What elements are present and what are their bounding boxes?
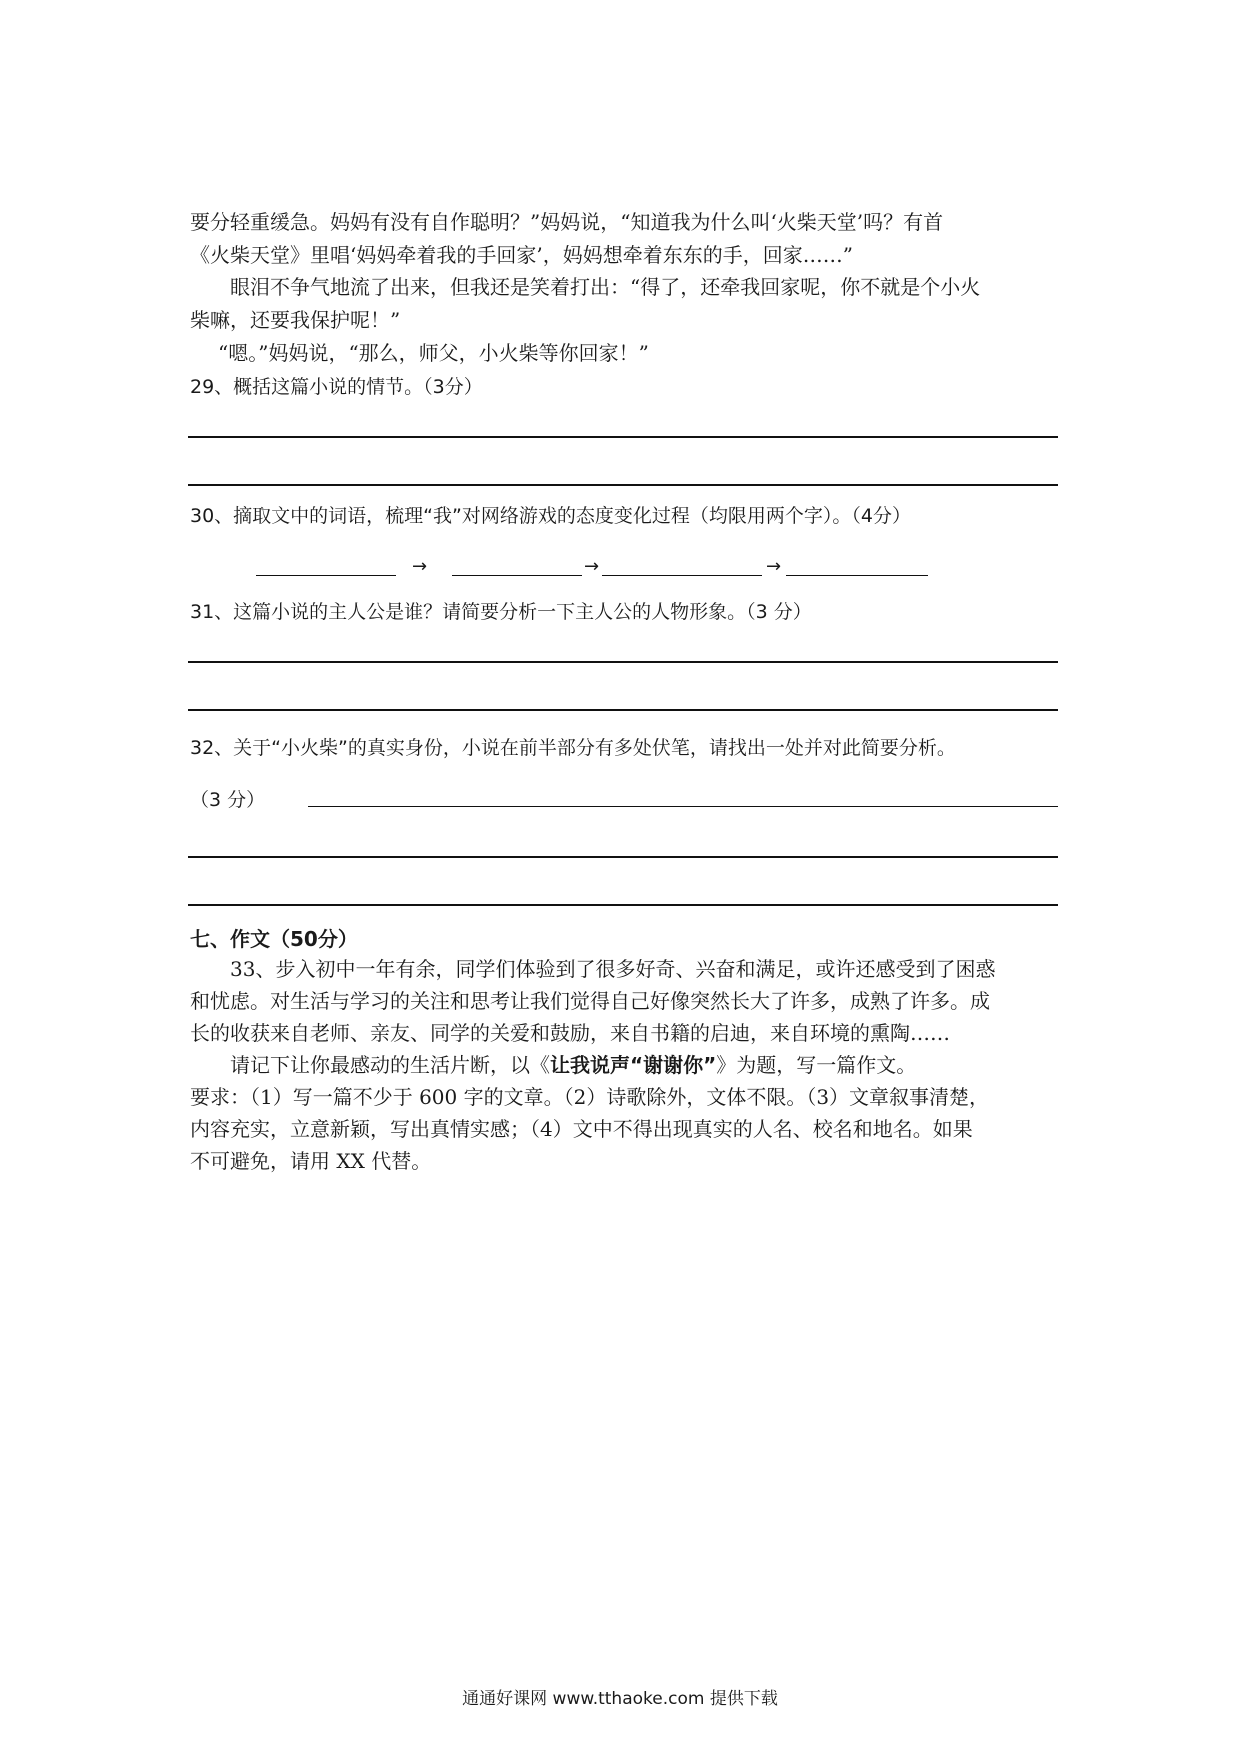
answer-blank-30-1[interactable] — [256, 575, 396, 576]
requirements-line-1: 要求：（1）写一篇不少于 600 字的文章。（2）诗歌除外，文体不限。（3）文章叙事清楚， — [190, 1085, 990, 1109]
footer-text: 通通好课网 www.tthaoke.com 提供下载 — [462, 1689, 778, 1709]
story-line-4: 柴嘛，还要我保护呢！” — [190, 308, 401, 332]
answer-blank-30-2[interactable] — [452, 575, 582, 576]
question-32-score: （3 分） — [190, 789, 266, 811]
prompt-text-after: 》为题，写一篇作文。 — [716, 1053, 917, 1077]
answer-line-29-2[interactable] — [188, 484, 1058, 486]
story-line-5: “嗯。”妈妈说，“那么，师父，小火柴等你回家！” — [218, 341, 649, 365]
answer-blank-30-4[interactable] — [786, 575, 928, 576]
composition-paragraph-line-1: 33、步入初中一年有余，同学们体验到了很多好奇、兴奋和满足，或许还感受到了困惑 — [230, 957, 996, 981]
question-30: 30、摘取文中的词语，梳理“我”对网络游戏的态度变化过程（均限用两个字）。（4分） — [190, 505, 911, 527]
answer-line-32-1[interactable] — [308, 806, 1058, 807]
requirements-line-3: 不可避免，请用 XX 代替。 — [190, 1149, 432, 1173]
composition-prompt — [230, 1050, 1110, 1080]
composition-paragraph-line-3: 长的收获来自老师、亲友、同学的关爱和鼓励，来自书籍的启迪，来自环境的熏陶…… — [190, 1021, 950, 1045]
story-line-3: 眼泪不争气地流了出来，但我还是笑着打出：“得了，还牵我回家呢，你不就是个小火 — [230, 275, 981, 299]
prompt-text-before: 请记下让你最感动的生活片断，以《 — [230, 1053, 550, 1077]
answer-line-32-3[interactable] — [188, 904, 1058, 906]
essay-title: 让我说声“谢谢你” — [550, 1053, 717, 1077]
arrow-icon: → — [766, 556, 782, 577]
answer-line-31-2[interactable] — [188, 709, 1058, 711]
question-31: 31、这篇小说的主人公是谁？请简要分析一下主人公的人物形象。（3 分） — [190, 601, 812, 623]
answer-line-32-2[interactable] — [188, 856, 1058, 858]
composition-paragraph-line-2: 和忧虑。对生活与学习的关注和思考让我们觉得自己好像突然长大了许多，成熟了许多。成 — [190, 989, 990, 1013]
story-line-1: 要分轻重缓急。妈妈有没有自作聪明？”妈妈说，“知道我为什么叫‘火柴天堂’吗？有首 — [190, 210, 944, 234]
story-line-2: 《火柴天堂》里唱‘妈妈牵着我的手回家’，妈妈想牵着东东的手，回家……” — [190, 243, 853, 267]
question-32: 32、关于“小火柴”的真实身份，小说在前半部分有多处伏笔，请找出一处并对此简要分析。 — [190, 737, 956, 759]
answer-line-29-1[interactable] — [188, 436, 1058, 438]
answer-line-31-1[interactable] — [188, 661, 1058, 663]
requirements-line-2: 内容充实，立意新颖，写出真情实感；（4）文中不得出现真实的人名、校名和地名。如果 — [190, 1117, 973, 1141]
answer-blank-30-3[interactable] — [602, 575, 762, 576]
section-heading-composition: 七、作文（50分） — [190, 927, 358, 951]
arrow-icon: → — [584, 556, 600, 577]
arrow-icon: → — [412, 556, 428, 577]
question-29: 29、概括这篇小说的情节。（3分） — [190, 376, 483, 398]
